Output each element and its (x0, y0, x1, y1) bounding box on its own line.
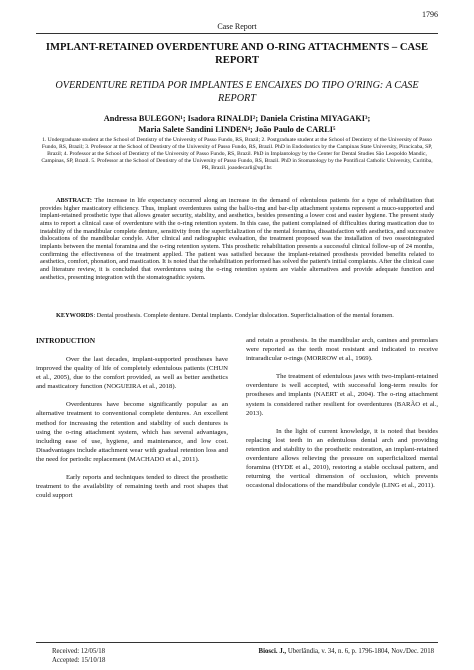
intro-paragraph-4: The treatment of edentulous jaws with two-implant-retained overdenture is well accepted, with successful long-term results for prostheses and implants (NAERT et al., 2004). The o-ring attachment system is considered rather resilient for overdentures (BARÃO et al., 2013). (246, 373, 438, 417)
intro-paragraph-3: Early reports and techniques tended to direct the prosthetic treatment to the availability of remaining teeth and root shapes that could support (36, 474, 228, 500)
keywords-label: KEYWORDS (56, 312, 94, 319)
accepted-date: Accepted: 15/10/18 (52, 657, 106, 664)
journal-name: Biosci. J., (258, 648, 287, 655)
citation-details: Uberlândia, v. 34, n. 6, p. 1796-1804, Nov./Dec. 2018 (286, 648, 434, 655)
right-column (246, 336, 438, 499)
article-subtitle: OVERDENTURE RETIDA POR IMPLANTES E ENCAIXES DO TIPO O'RING: A CASE REPORT (55, 80, 419, 104)
intro-paragraph-5: In the light of current knowledge, it is noted that besides replacing lost teeth in an edentulous dental arch and providing retention and stability to the prosthetic restoration, an implant-retained overdenture allows relieving the pressure on superficialized mental foramina (HYDE et al., 2010), restoring a stable occlusal pattern, and returning the vertical dimension of occlusion, which prevents occasional dislocations of the mandibular condyle (LING et al., 2011). (246, 427, 438, 490)
keywords-text: : Dental prosthesis. Complete denture. Dental implants. Condylar dislocation. Superficialisation of the mental foramen. (93, 312, 394, 319)
journal-citation (259, 647, 434, 656)
article-title: IMPLANT-RETAINED OVERDENTURE AND O-RING ATTACHMENTS – CASE REPORT (45, 42, 429, 66)
author-line-2: Maria Salete Sandini LINDEN⁴; João Paulo de CARLI⁵ (138, 124, 336, 134)
received-date: Received: 12/05/18 (52, 648, 106, 655)
header-rule (36, 33, 438, 34)
left-column (36, 336, 228, 509)
intro-paragraph-3-continued: and retain a prosthesis. In the mandibular arch, canines and premolars were reported as the teeth most resistant and indicated to receive intraradicular o-rings (MORROW et al., 1969). (246, 337, 438, 363)
abstract (40, 197, 434, 281)
submission-dates (52, 647, 105, 665)
author-line-1: Andressa BULEGON¹; Isadora RINALDI²; Daniela Cristina MIYAGAKI³; (103, 114, 371, 123)
introduction-heading: INTRODUCTION (36, 336, 96, 345)
section-label: Case Report (217, 22, 257, 31)
intro-paragraph-2: Overdentures have become significantly popular as an alternative treatment to conventional complete dentures. An excellent method for increasing the retention and stability of such dentures is using the o-ring attachment system, which has several advantages, including ease of use, hygiene, and maintenance, and low cost. Disadvantages include attachment wear with gradual retention loss and the need for periodic replacement (MACHADO et al., 2011). (36, 401, 228, 463)
intro-paragraph-1: Over the last decades, implant-supported prostheses have improved the quality of life of completely edentulous patients (CHUN et al., 2005), due to the comfort provided, as well as better aesthetics and masticatory function (NOGUEIRA et al., 2018). (36, 356, 228, 391)
author-list (40, 114, 434, 135)
abstract-label: ABSTRACT: (56, 197, 92, 204)
page-number: 1796 (422, 10, 438, 19)
affiliations: 1. Undergraduate student at the School of Dentistry of the University of Passo Fundo, RS, Brazil; 2. Postgraduate student at the School of Dentistry of the University of Passo Fundo, RS, Brazil; 3. Professor at the School of Dentistry of the University of Passo Fundo, RS, Brazil. PhD in Endodontics by the Campinas State University, Piracicaba, SP, Brazil; 4. Professor at the School of Dentistry of the University of Passo Fundo, RS, Brazil. PhD in Implantology by the Center for Dental Studies São Leopoldo Mandic, Campinas, SP, Brazil. 5. Professor at the School of Dentistry of the University of Passo Fundo, RS, Brazil. PhD in Stomatology by the Pontifical Catholic University, Curitiba, PR, Brazil. joaodecarli@upf.br. (41, 137, 433, 172)
keywords (40, 312, 434, 320)
footer-rule (36, 642, 438, 643)
abstract-text: The increase in life expectancy occurred along an increase in the demand of edentulous patients for a type of rehabilitation that provides higher masticatory efficiency. Thus, implant overdentures using the ball/o-ring and bar-clip attachment systems represent a muco-supported and implant-retained prosthetic type that allows greater security, stability, and aesthetics, besides presenting a lower cost and easier hygiene. The present study aims to report a clinical case of overdenture with the o-ring retention system. In this case, the patient complained of difficulties during mastication due to instability of the mandibular complete denture, sensitivity from the superficialization of the mental foramina, dissatisfaction with aesthetics, and successive dislocations of the mandibular condyle. After clinical and radiographic evaluation, the treatment proposed was the installation of two osseointegrated implants between the mental foramina and the o-ring retention system. This prosthetic rehabilitation presents a successful clinical follow-up of 24 months, confirming the effectiveness of the treatment applied. The patient was satisfied because the implant-retained prosthesis provided benefits related to aesthetics, comfort, phonation, and mastication. It is noted that the rehabilitation performed has solved the patient's initial complaints. After the clinical case and literature review, it is concluded that overdentures using the o-ring retention system are viable alternatives and provide adequate function and aesthetics, presenting integration with the stomatognathic system. (40, 197, 434, 281)
